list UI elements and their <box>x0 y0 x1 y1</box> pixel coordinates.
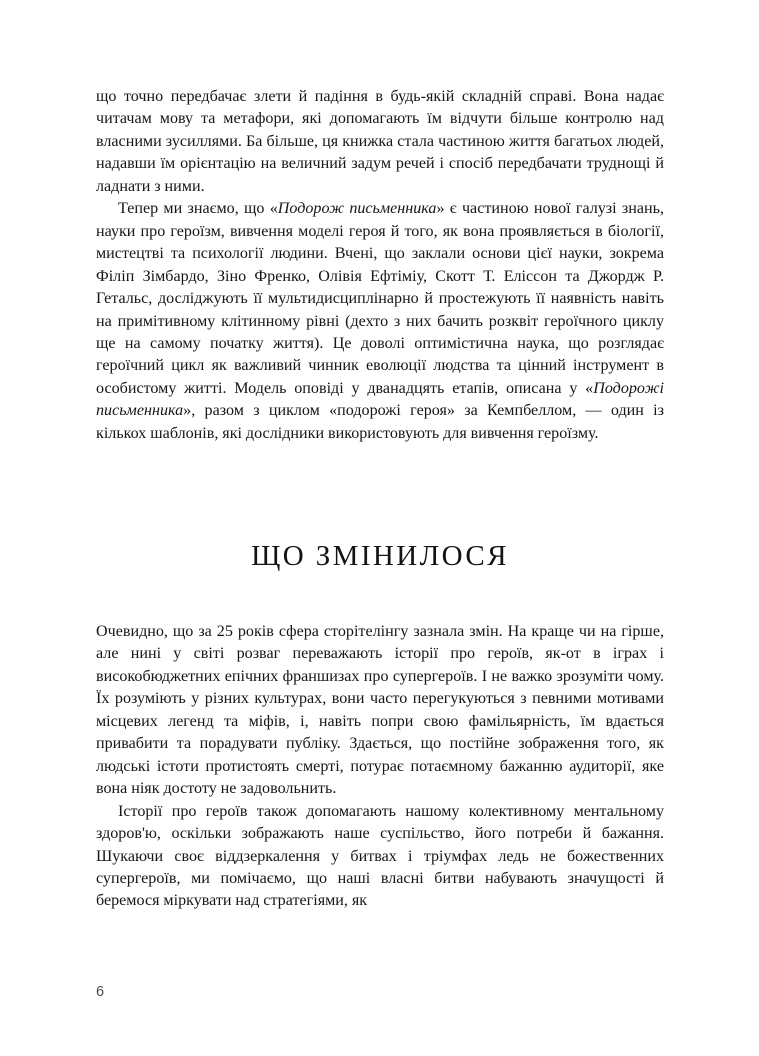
section-heading: ЩО ЗМІНИЛОСЯ <box>251 540 509 572</box>
paragraph-2 <box>96 198 664 445</box>
paragraph-2-segment-3: », разом з циклом «подорожі героя» за Кемпбеллом, — один із кількох шаблонів, які дослідники використовують для вивчення героїзму. <box>96 402 664 442</box>
paragraph-4: Історії про героїв також допомагають нашому колективному ментальному здоров'ю, оскільки зображають наше суспільство, його потреби й бажання. Шукаючи своє віддзеркалення у битвах і тріумфах ледь не божественних супергероїв, ми помічаємо, що наші власні битви набувають значущості й беремося міркувати над стратегіями, як <box>96 802 664 910</box>
book-title-italic-2: Подорожі письменника <box>96 379 664 420</box>
paragraph-1: що точно передбачає злети й падіння в будь-якій складній справі. Вона надає читачам мову та метафори, які допомагають їм відчути більше контролю над власними зусиллями. Ба більше, ця книжка стала частиною життя багатьох людей, надавши їм орієнтацію на величний задум речей і спосіб передбачати труднощі й ладнати з ними. <box>96 88 664 195</box>
paragraph-3: Очевидно, що за 25 років сфера сторітелінгу зазнала змін. На краще чи на гірше, але нині у світі розваг переважають історії про героїв, як-от в іграх і високобюджетних епічних франшизах про супергероїв. І не важко зрозуміти чому. Їх розуміють у різних культурах, вони часто перегукуються з певними мотивами місцевих легенд та міфів, і, навіть попри свою фамільярність, їм вдається привабити та порадувати публіку. Здається, що постійне зображення того, як людські істоти протистоять смерті, потурає потаємному бажанню аудиторії, яке вона ніяк достоту не задовольнить. <box>96 623 664 798</box>
page-number: 6 <box>96 984 105 1000</box>
paragraph-2-segment-2: » є частиною нової галузі знань, науки про героїзм, вивчення моделі героя й того, як вона проявляється в біології, мистецтві та психології людини. Вчені, що заклали основи цієї науки, зокрема Філіп Зімбардо, Зіно Френко, Олівія Ефтіміу, Скотт Т. Еліссон та Джордж Р. Гетальс, досліджують її мультидисциплінарно й простежують її наявність навіть на примітивному клітинному рівні (дехто з них бачить розквіт героїчного циклу ще на самому початку життя). Це доволі оптимістична наука, що розглядає героїчний цикл як важливий чинник еволюції людства та цінний інструмент в особистому житті. Модель оповіді у дванадцять етапів, описана у « <box>96 200 664 397</box>
book-title-italic-1: Подорож письменника <box>277 200 437 218</box>
lower-text-block <box>96 621 664 913</box>
paragraph-2-segment-1: Тепер ми знаємо, що « <box>118 200 278 218</box>
upper-text-block <box>96 86 664 445</box>
